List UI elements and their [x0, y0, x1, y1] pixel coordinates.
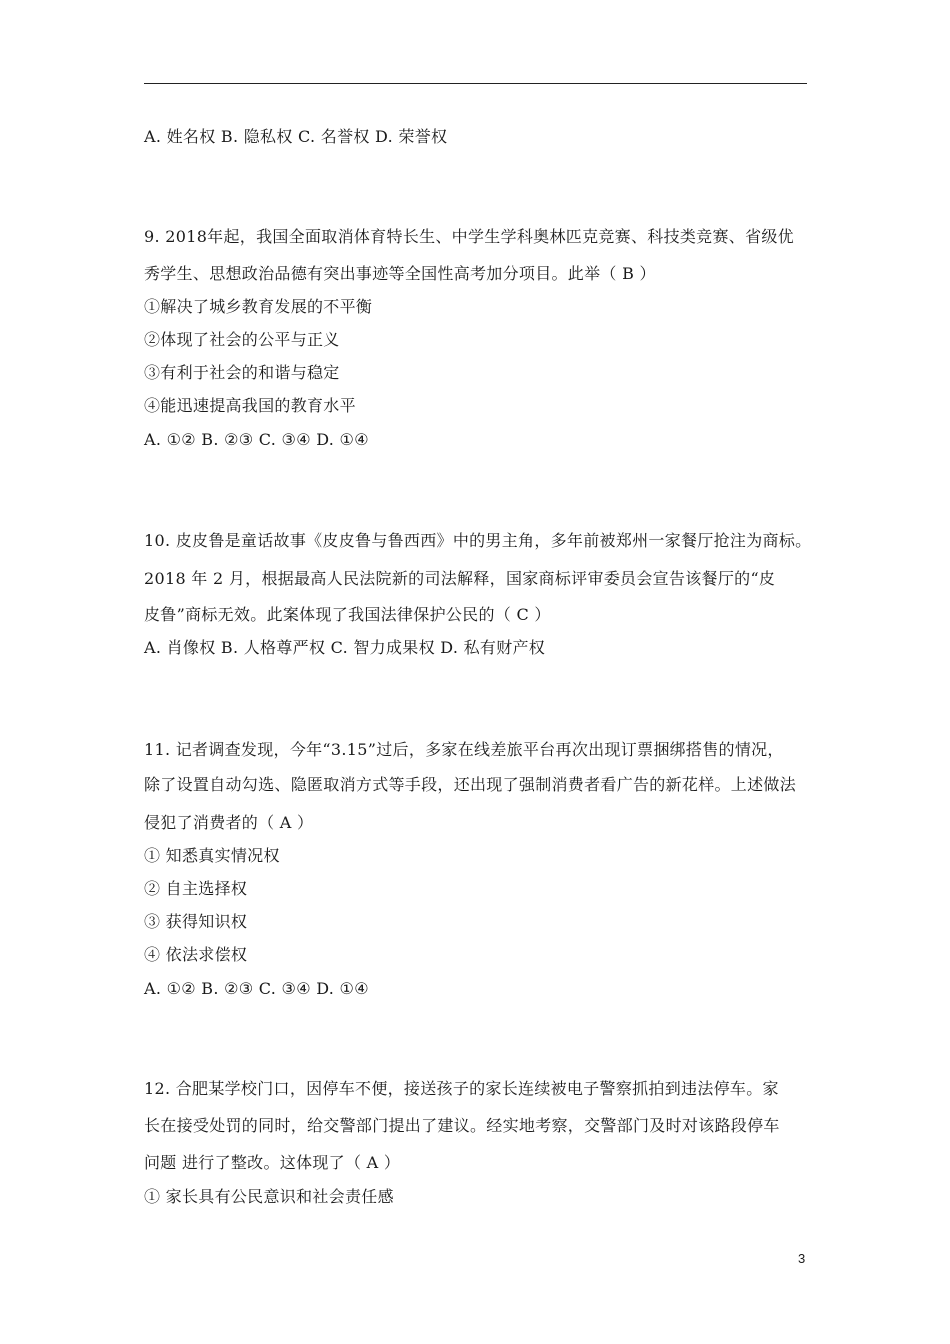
q10-options: A. 肖像权 B. 人格尊严权 C. 智力成果权 D. 私有财产权 [144, 638, 546, 657]
q11-options: A. ①② B. ②③ C. ③④ D. ①④ [144, 979, 369, 998]
q11-stem-line1: 11. 记者调查发现，今年“3.15”过后，多家在线差旅平台再次出现订票捆绑搭售的情况， [144, 740, 784, 759]
q8-options: A. 姓名权 B. 隐私权 C. 名誉权 D. 荣誉权 [144, 127, 448, 146]
q10-stem-line1: 10. 皮皮鲁是童话故事《皮皮鲁与鲁西西》中的男主角，多年前被郑州一家餐厅抢注为商标。 [144, 531, 812, 550]
q9-stem-line2: 秀学生、思想政治品德有突出事迹等全国性高考加分项目。此举（ B ） [144, 264, 656, 283]
q9-stem-line1: 9. 2018年起，我国全面取消体育特长生、中学生学科奥林匹克竞赛、科技类竞赛、省级优 [144, 227, 794, 246]
q10-stem-line2: 2018 年 2 月，根据最高人民法院新的司法解释，国家商标评审委员会宣告该餐厅的“皮 [144, 569, 776, 588]
q9-item-1: ①解决了城乡教育发展的不平衡 [144, 297, 373, 316]
q11-item-1: ① 知悉真实情况权 [144, 846, 280, 865]
page-number: 3 [798, 1251, 806, 1266]
q9-options: A. ①② B. ②③ C. ③④ D. ①④ [144, 430, 369, 449]
q11-stem-line2: 除了设置自动勾选、隐匿取消方式等手段，还出现了强制消费者看广告的新花样。上述做法 [144, 775, 797, 794]
q12-item-1: ① 家长具有公民意识和社会责任感 [144, 1187, 394, 1206]
q9-item-2: ②体现了社会的公平与正义 [144, 330, 340, 349]
q10-stem-line3: 皮鲁”商标无效。此案体现了我国法律保护公民的（ C ） [144, 605, 551, 624]
header-rule [144, 83, 807, 84]
q11-stem-line3: 侵犯了消费者的（ A ） [144, 813, 314, 832]
q11-item-2: ② 自主选择权 [144, 879, 248, 898]
q9-item-4: ④能迅速提高我国的教育水平 [144, 396, 356, 415]
q9-item-3: ③有利于社会的和谐与稳定 [144, 363, 340, 382]
q11-item-3: ③ 获得知识权 [144, 912, 248, 931]
q12-stem-line3: 问题 进行了整改。这体现了（ A ） [144, 1153, 401, 1172]
q11-item-4: ④ 依法求偿权 [144, 945, 248, 964]
q12-stem-line2: 长在接受处罚的同时，给交警部门提出了建议。经实地考察，交警部门及时对该路段停车 [144, 1116, 780, 1135]
q12-stem-line1: 12. 合肥某学校门口，因停车不便，接送孩子的家长连续被电子警察抓拍到违法停车。家 [144, 1079, 779, 1098]
